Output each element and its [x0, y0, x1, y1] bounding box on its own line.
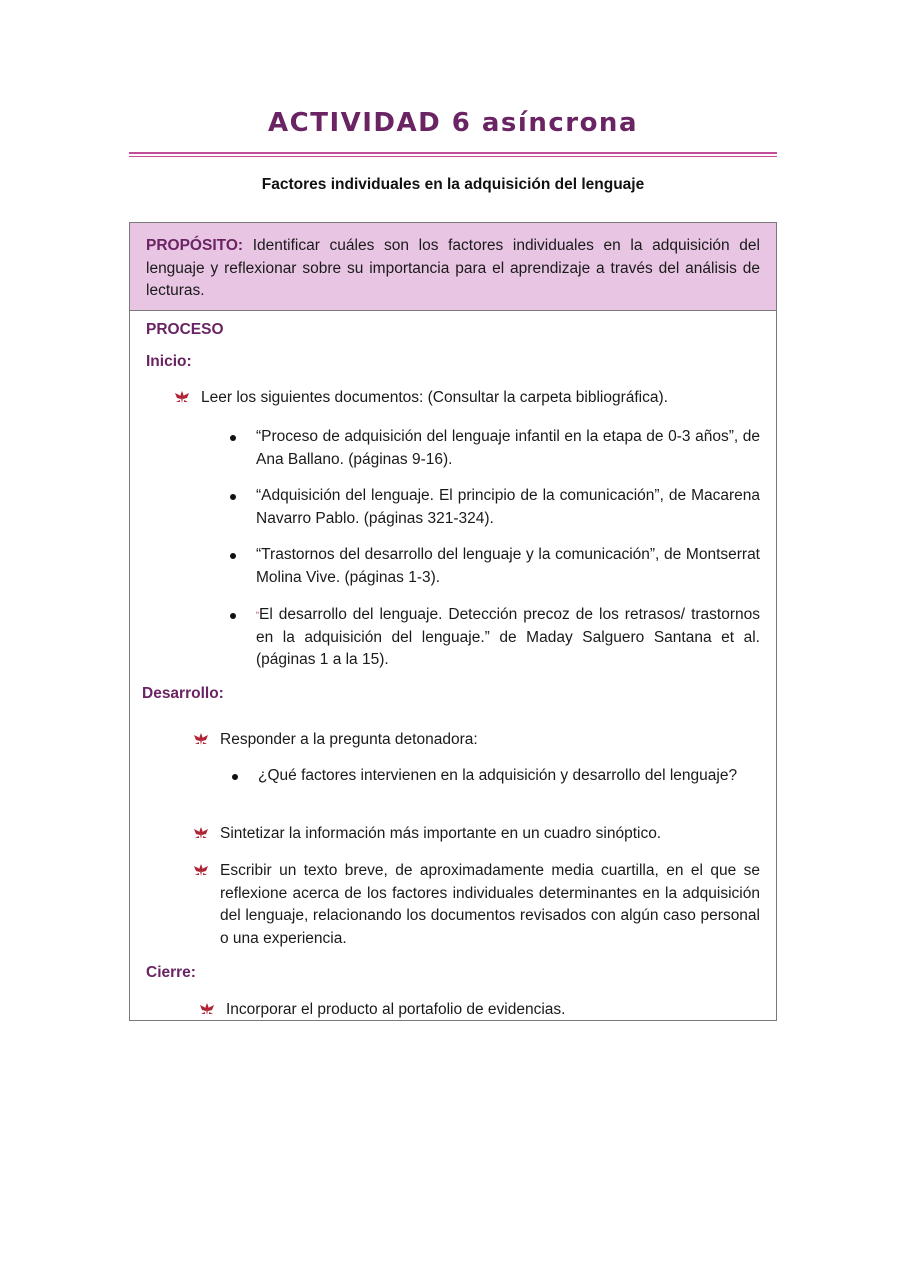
leaf-bullet-icon	[193, 732, 209, 746]
purpose-section	[130, 223, 776, 311]
page-subtitle: Factores individuales en la adquisición del lenguaje	[261, 176, 645, 193]
document-item-2: “Adquisición del lenguaje. El principio de la comunicación”, de Macarena Navarro Pablo. (páginas 321-324).	[256, 487, 760, 527]
leaf-bullet-icon	[193, 826, 209, 840]
document-item-1: “Proceso de adquisición del lenguaje infantil en la etapa de 0-3 años”, de Ana Ballano. (páginas 9-16).	[256, 428, 760, 468]
leaf-bullet-icon	[193, 863, 209, 877]
bullet-dot-icon	[230, 613, 236, 619]
desarrollo-item-3: Escribir un texto breve, de aproximadamente media cuartilla, en el que se reflexione acerca de los factores individuales determinantes en la adquisición del lenguaje, relacionando los documentos revisados con algún caso personal o una experiencia.	[220, 862, 760, 947]
bullet-dot-icon	[230, 435, 236, 441]
activity-box	[129, 222, 777, 1021]
title-rule-thick	[129, 152, 777, 154]
cierre-item: Incorporar el producto al portafolio de evidencias.	[226, 1001, 566, 1018]
cierre-heading: Cierre:	[146, 964, 196, 981]
page-title: ACTIVIDAD 6 asíncrona	[268, 108, 638, 138]
document-item-3: “Trastornos del desarrollo del lenguaje y la comunicación”, de Montserrat Molina Vive. (páginas 1-3).	[256, 546, 760, 586]
purpose-text: Identificar cuáles son los factores individuales en la adquisición del lenguaje y reflexionar sobre su importancia para el aprendizaje a través del análisis de lecturas.	[146, 237, 760, 299]
trigger-question: ¿Qué factores intervienen en la adquisición y desarrollo del lenguaje?	[258, 767, 738, 784]
purpose-label: PROPÓSITO:	[146, 237, 244, 254]
leaf-bullet-icon	[199, 1002, 215, 1016]
bullet-dot-icon	[230, 494, 236, 500]
inicio-heading: Inicio:	[146, 353, 192, 370]
document-item-4-wrap	[256, 604, 760, 672]
leaf-bullet-icon	[174, 390, 190, 404]
title-rule-thin	[129, 156, 777, 157]
desarrollo-heading: Desarrollo:	[142, 685, 224, 702]
document-item-4: El desarrollo del lenguaje. Detección precoz de los retrasos/ trastornos en la adquisición del lenguaje.” de Maday Salguero Santana et al. (páginas 1 a la 15).	[256, 606, 760, 668]
process-heading: PROCESO	[146, 321, 224, 338]
purpose-paragraph	[146, 235, 760, 303]
inicio-intro: Leer los siguientes documentos: (Consultar la carpeta bibliográfica).	[201, 389, 668, 406]
bullet-dot-icon	[230, 553, 236, 559]
bullet-dot-icon	[232, 774, 238, 780]
quote-mark: “	[256, 610, 259, 620]
desarrollo-item-2: Sintetizar la información más importante en un cuadro sinóptico.	[220, 825, 662, 842]
desarrollo-item-1: Responder a la pregunta detonadora:	[220, 731, 478, 748]
